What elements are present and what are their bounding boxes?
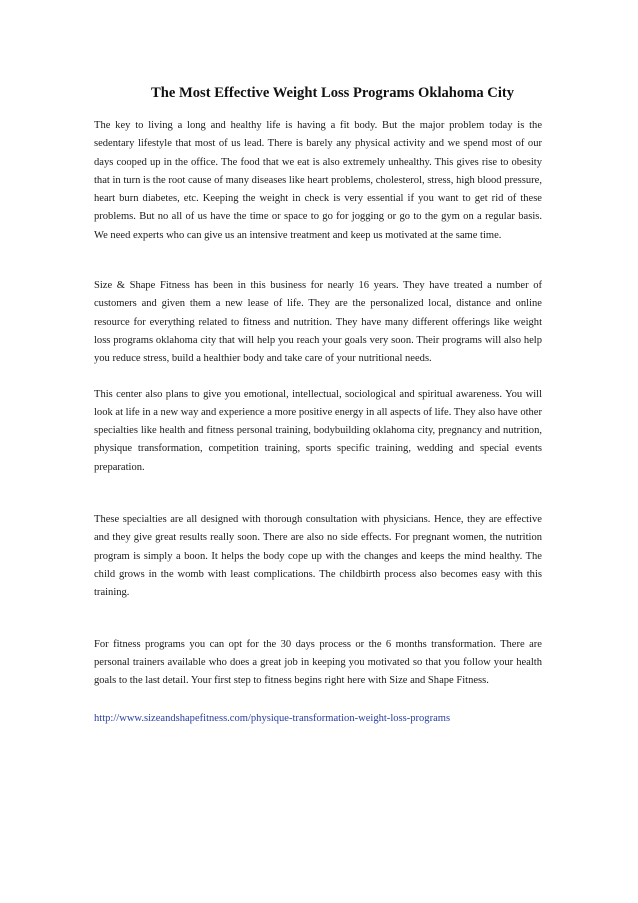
paragraph-intro: The key to living a long and healthy life is having a fit body. But the major problem today is the sedentary lifestyle that most of us lead. There is barely any physical activity and we spend most of our days cooped up in the office. The food that we eat is also extremely unhealthy. This gives rise to obesity that in turn is the root cause of many diseases like heart problems, cholesterol, stress, high blood pressure, heart burn diabetes, etc. Keeping the weight in check is very essential if you want to get rid of these problems. But no all of us have the time or space to go for jogging or go to the gym on a regular basis. We need experts who can give us an intensive treatment and keep us motivated at the same time. [94, 120, 542, 241]
paragraph-spacer [94, 690, 542, 708]
paragraph-spacer [94, 603, 542, 636]
document-title: The Most Effective Weight Loss Programs Oklahoma City [151, 85, 515, 101]
paragraph-programs: For fitness programs you can opt for the 30 days process or the 6 months transformation. There are personal trainers available who does a great job in keeping you motivated so that you follow your health goals to the last detail. Your first step to fitness begins right here with Size and Shape Fitness. [94, 638, 542, 687]
website-link[interactable]: http://www.sizeandshapefitness.com/physique-transformation-weight-loss-programs [94, 713, 451, 725]
paragraph-company: Size & Shape Fitness has been in this business for nearly 16 years. They have treated a number of customers and given them a new lease of life. They are the personalized local, distance and online resource for everything related to fitness and nutrition. They have many different offerings like weight loss programs oklahoma city that will help you reach your goals very soon. Their programs will also help you reduce stress, build a healthier body and take care of your nutritional needs. [94, 280, 542, 365]
paragraph-specialties: These specialties are all designed with thorough consultation with physicians. Hence, they are effective and they give great results really soon. There are also no side effects. For pregnant women, the nutrition program is simply a boon. It helps the body cope up with the changes and keeps the mind healthy. The child grows in the womb with least complications. The childbirth process also becomes easy with this training. [94, 514, 542, 599]
paragraph-spacer [94, 369, 542, 386]
document-page [94, 84, 542, 728]
paragraph-spacer [94, 245, 542, 277]
paragraph-spacer [94, 477, 542, 511]
paragraph-center: This center also plans to give you emotional, intellectual, sociological and spiritual awareness. You will look at life in a new way and experience a more positive energy in all aspects of life. They also have other specialties like health and fitness personal training, bodybuilding oklahoma city, pregnancy and nutrition, physique transformation, competition training, sports specific training, wedding and special events preparation. [94, 388, 542, 473]
